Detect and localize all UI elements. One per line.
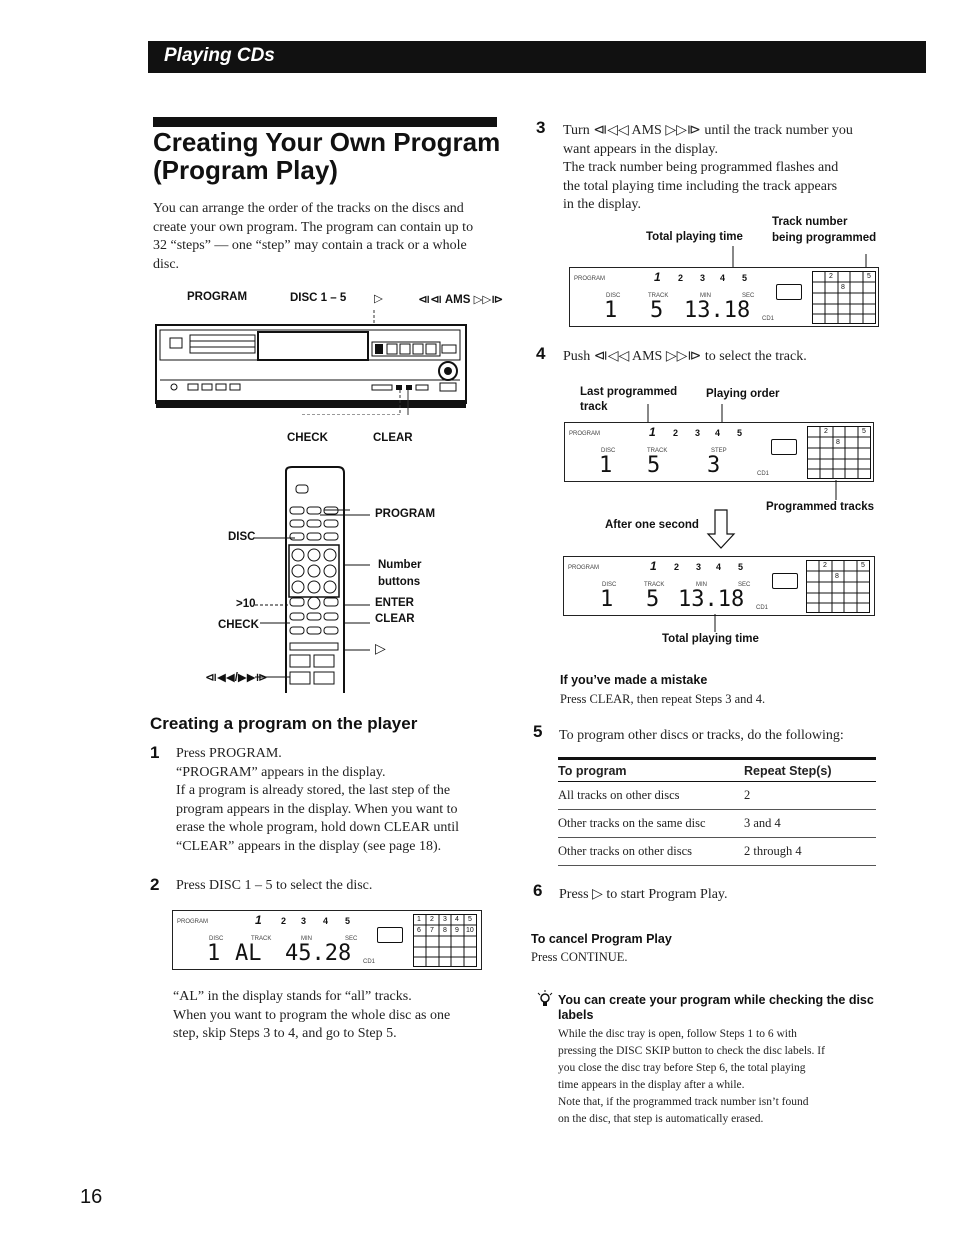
- intro-text: You can arrange the order of the tracks on the discs and create your own program. The program can contain up to 32 “steps” — one “step” may contain a track or a whole disc.: [153, 201, 474, 272]
- title-line-1: Creating Your Own Program: [153, 127, 501, 157]
- label-track-number: Track number: [772, 216, 848, 228]
- table-header-repeat: Repeat Step(s): [744, 759, 876, 782]
- disc-digit: 2: [674, 562, 680, 572]
- grid-number: 4: [455, 916, 459, 923]
- disc-digit: 5: [738, 562, 744, 572]
- remote-label-play: ▷: [375, 640, 386, 656]
- mistake-text: Press CLEAR, then repeat Steps 3 and 4.: [560, 692, 766, 706]
- cd1-label: CD1: [762, 316, 775, 322]
- remote-label-clear: CLEAR: [375, 613, 415, 625]
- step-5-text: To program other discs or tracks, do the following:: [559, 728, 844, 743]
- label-track: track: [580, 401, 608, 413]
- sec-label: SEC: [742, 293, 755, 299]
- display-program-label: PROGRAM: [574, 276, 606, 282]
- player-label-ams: ⧏⧏ AMS ▷▷⧐: [418, 294, 504, 306]
- grid-number: 3: [443, 916, 447, 923]
- label-total-playing-time: Total playing time: [646, 231, 743, 243]
- disc-digit-1: 1: [649, 425, 656, 439]
- remote-label-enter: ENTER: [375, 597, 414, 609]
- after-display-1-text: [173, 988, 503, 1044]
- page-title: [153, 128, 513, 184]
- label-playing-order: Playing order: [706, 388, 780, 400]
- table-header-row: [558, 759, 876, 782]
- disc-digit: 2: [678, 273, 684, 283]
- disc-digit-1: 1: [255, 913, 262, 927]
- step-1-line: If a program is already stored, the last step of the: [176, 783, 451, 798]
- grid-number: 8: [443, 927, 447, 934]
- table-cell: 3 and 4: [744, 810, 876, 838]
- grid-number: 8: [841, 284, 845, 291]
- table-row: [558, 782, 876, 810]
- repeat-icon: [377, 927, 403, 943]
- remote-leader-lines: [255, 500, 375, 690]
- disc-digit: 3: [301, 916, 307, 926]
- step-3-line: in the display.: [563, 197, 642, 212]
- disc-digit: 4: [716, 562, 722, 572]
- step-1-line: erase the whole program, hold down CLEAR until: [176, 820, 460, 835]
- remote-label-buttons: buttons: [378, 576, 421, 588]
- grid-number: 5: [468, 916, 472, 923]
- tip-line: you close the disc tray before Step 6, the total playing: [558, 1062, 806, 1074]
- cancel-heading: To cancel Program Play: [531, 932, 672, 946]
- table-row: [558, 838, 876, 866]
- display-track: 5: [647, 453, 661, 478]
- grid-number: 2: [823, 562, 827, 569]
- player-label-play: ▷: [374, 293, 383, 305]
- disc-digit-1: 1: [654, 270, 661, 284]
- grid-number: 8: [835, 573, 839, 580]
- step-3-line: Turn ⧏◁◁ AMS ▷▷⧐ until the track number you: [563, 123, 853, 138]
- step-1-line: Press PROGRAM.: [176, 746, 282, 761]
- track-label: TRACK: [647, 448, 668, 454]
- step-1-number: 1: [150, 743, 160, 762]
- display-time: 45.28: [285, 941, 352, 966]
- grid-number: 10: [466, 927, 474, 934]
- grid-number: 2: [824, 428, 828, 435]
- grid-number: 5: [861, 562, 865, 569]
- min-label: MIN: [700, 293, 711, 299]
- disc-digit: 3: [695, 428, 701, 438]
- table-cell: All tracks on other discs: [558, 782, 744, 810]
- step-3-line: The track number being programmed flashes and: [563, 160, 839, 175]
- track-label: TRACK: [251, 936, 272, 942]
- lightbulb-icon: [536, 990, 554, 1008]
- repeat-icon: [776, 284, 802, 300]
- player-label-program: PROGRAM: [187, 291, 248, 303]
- grid-number: 7: [430, 927, 434, 934]
- repeat-icon: [772, 573, 798, 589]
- disc-digit: 3: [696, 562, 702, 572]
- down-arrow-icon: [706, 508, 736, 550]
- player-label-clear: CLEAR: [373, 432, 413, 444]
- cd1-label: CD1: [757, 471, 770, 477]
- step-3-text: [563, 122, 883, 215]
- display-disc-number: 1: [604, 298, 618, 323]
- cd-player-illustration: [150, 305, 480, 415]
- display-track-programming: [569, 267, 879, 327]
- tip-heading: You can create your program while checking the disc labels: [558, 993, 874, 1022]
- step-6-text: Press ▷ to start Program Play.: [559, 887, 728, 902]
- display-program-label: PROGRAM: [568, 565, 600, 571]
- disc-label: DISC: [606, 293, 621, 299]
- repeat-icon: [771, 439, 797, 455]
- step-3-line: the total playing time including the track appears: [563, 178, 838, 194]
- tip-line: pressing the DISC SKIP button to check the disc labels. If: [558, 1045, 825, 1057]
- min-label: MIN: [696, 582, 707, 588]
- step-1-line: “PROGRAM” appears in the display.: [176, 764, 386, 780]
- step-3-line: want appears in the display.: [563, 141, 718, 157]
- after-display-line: step, skip Steps 3 to 4, and go to Step 5.: [173, 1026, 397, 1041]
- display-track: 5: [650, 298, 664, 323]
- disc-digit: 4: [720, 273, 726, 283]
- disc-digit: 3: [700, 273, 706, 283]
- title-line-2: (Program Play): [153, 155, 338, 185]
- grid-number: 6: [417, 927, 421, 934]
- step-5-number: 5: [533, 722, 543, 741]
- after-display-line: “AL” in the display stands for “all” tracks.: [173, 989, 412, 1004]
- track-label: TRACK: [644, 582, 665, 588]
- display-track: AL: [235, 941, 262, 966]
- table-row: [558, 810, 876, 838]
- display-time: 13.18: [684, 298, 751, 323]
- remote-label-skip: ⧏◀◀/▶▶⧐: [205, 672, 268, 684]
- remote-label-disc: DISC: [228, 531, 256, 543]
- label-being-programmed: being programmed: [772, 232, 877, 244]
- grid-number: 1: [417, 916, 421, 923]
- tip-line: on the disc, that step is automatically erased.: [558, 1113, 764, 1125]
- sec-label: SEC: [738, 582, 751, 588]
- grid-number: 5: [867, 273, 871, 280]
- display-time: 13.18: [678, 587, 745, 612]
- display-program-label: PROGRAM: [177, 919, 209, 925]
- section-title: Playing CDs: [164, 45, 275, 66]
- disc-label: DISC: [209, 936, 224, 942]
- step-6-number: 6: [533, 881, 543, 900]
- grid-number: 8: [836, 439, 840, 446]
- cd1-label: CD1: [363, 959, 376, 965]
- cd1-label: CD1: [756, 605, 769, 611]
- grid-number: 5: [862, 428, 866, 435]
- remote-label-program: PROGRAM: [375, 508, 436, 520]
- table-header-program: To program: [558, 759, 744, 782]
- tip-line: While the disc tray is open, follow Steps 1 to 6 with: [558, 1028, 797, 1040]
- programmed-tracks-leader: [830, 480, 850, 502]
- display-track: 5: [646, 587, 660, 612]
- display-disc-number: 1: [207, 941, 221, 966]
- section-heading-player: Creating a program on the player: [150, 714, 418, 733]
- remote-label-check: CHECK: [218, 619, 259, 631]
- mistake-heading: If you’ve made a mistake: [560, 673, 708, 687]
- step-2-number: 2: [150, 875, 160, 894]
- table-cell: 2: [744, 782, 876, 810]
- disc-digit: 4: [715, 428, 721, 438]
- display-total-time: [563, 556, 875, 616]
- display-program-label: PROGRAM: [569, 431, 601, 437]
- min-label: MIN: [301, 936, 312, 942]
- track-label: TRACK: [648, 293, 669, 299]
- disc-digit: 2: [673, 428, 679, 438]
- step-4-text: Push ⧏◁◁ AMS ▷▷⧐ to select the track.: [563, 349, 807, 364]
- label-after-one-second: After one second: [605, 519, 699, 531]
- disc-digit-1: 1: [650, 559, 657, 573]
- title-rule: [153, 117, 497, 127]
- disc-digit: 5: [742, 273, 748, 283]
- step-1-line: program appears in the display. When you want to: [176, 801, 458, 817]
- disc-digit: 4: [323, 916, 329, 926]
- disc-digit: 5: [737, 428, 743, 438]
- disc-digit: 5: [345, 916, 351, 926]
- disc-label: DISC: [602, 582, 617, 588]
- remote-label-ten: >10: [236, 598, 256, 610]
- step-3-number: 3: [536, 118, 546, 137]
- label-last-programmed: Last programmed: [580, 386, 678, 398]
- step-label: STEP: [711, 448, 727, 454]
- grid-number: 2: [430, 916, 434, 923]
- label-total-playing-time-2: Total playing time: [662, 633, 759, 645]
- step-2-text: Press DISC 1 – 5 to select the disc.: [176, 878, 373, 893]
- step-1-text: [176, 745, 516, 856]
- grid-number: 9: [455, 927, 459, 934]
- after-display-line: When you want to program the whole disc as one: [173, 1007, 451, 1023]
- program-table: [558, 757, 876, 866]
- table-cell: 2 through 4: [744, 838, 876, 866]
- page-number: 16: [80, 1186, 103, 1208]
- display-disc-number: 1: [600, 587, 614, 612]
- cancel-text: Press CONTINUE.: [531, 950, 628, 964]
- player-label-disc: DISC 1 – 5: [290, 292, 347, 304]
- table-cell: Other tracks on other discs: [558, 838, 744, 866]
- tip-text: [558, 1026, 878, 1128]
- table-cell: Other tracks on the same disc: [558, 810, 744, 838]
- remote-label-number: Number: [378, 559, 422, 571]
- disc-label: DISC: [601, 448, 616, 454]
- tip-line: Note that, if the programmed track number isn’t found: [558, 1096, 809, 1108]
- grid-number: 2: [829, 273, 833, 280]
- display-order: 3: [707, 453, 721, 478]
- disc-digit: 2: [281, 916, 287, 926]
- sec-label: SEC: [345, 936, 358, 942]
- display-playing-order: [564, 422, 874, 482]
- section-banner: [148, 41, 926, 73]
- step-1-line: “CLEAR” appears in the display (see page 18).: [176, 838, 442, 854]
- total-time-leader: [710, 614, 720, 634]
- player-label-check: CHECK: [287, 432, 328, 444]
- display-disc-selected: [172, 910, 482, 970]
- label-programmed-tracks: Programmed tracks: [766, 501, 875, 513]
- tip-line: time appears in the display after a while.: [558, 1079, 745, 1091]
- display-disc-number: 1: [599, 453, 613, 478]
- step-4-number: 4: [536, 344, 546, 363]
